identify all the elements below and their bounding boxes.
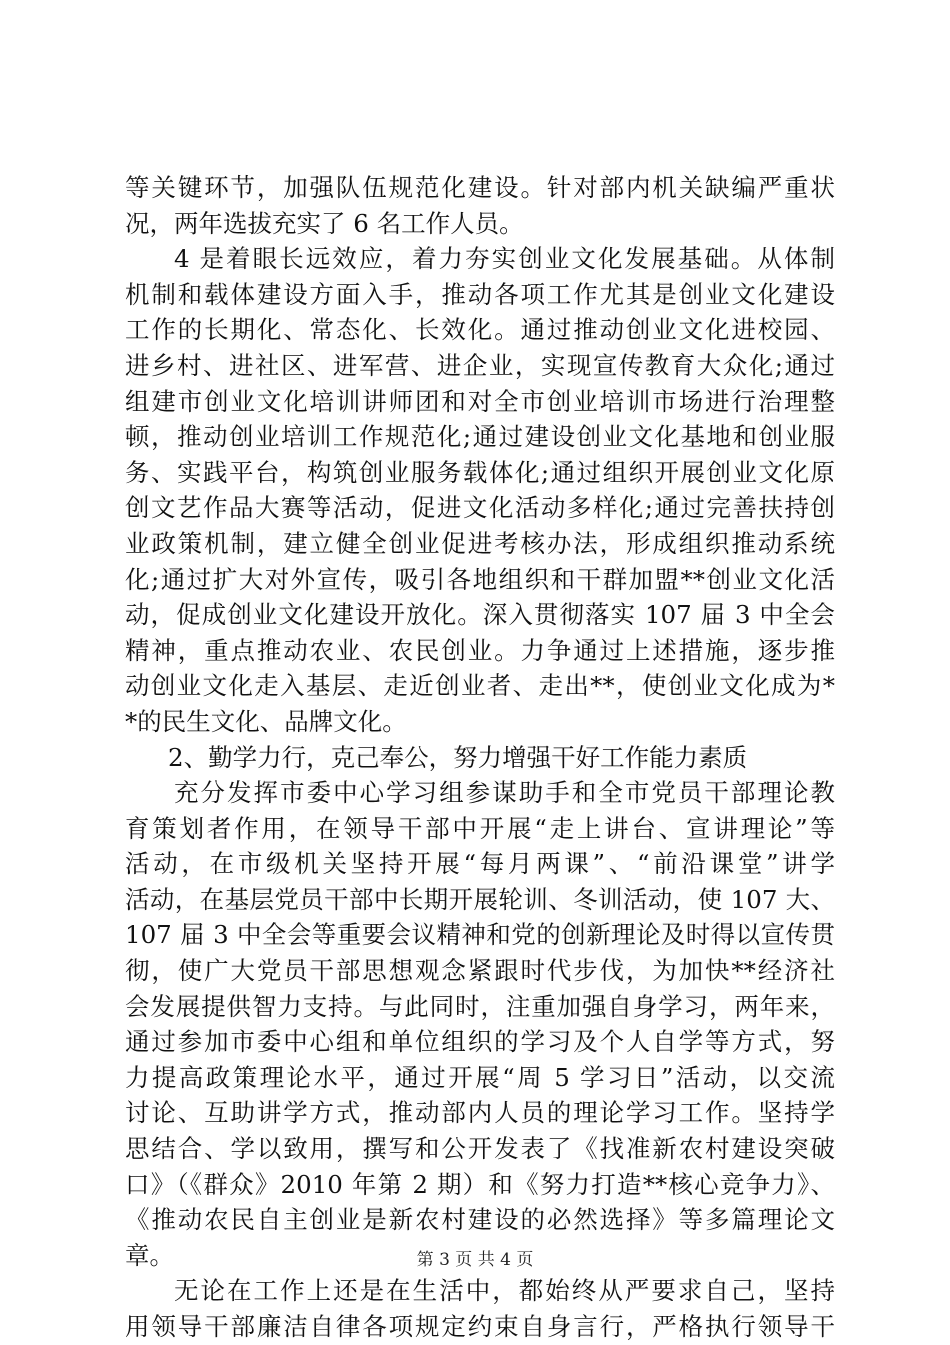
text-line: 精神，重点推动农业、农民创业。力争通过上述措施，逐步推 — [125, 635, 835, 665]
text-line: 组建市创业文化培训讲师团和对全市创业培训市场进行治理整 — [125, 386, 835, 416]
text-line: 化;通过扩大对外宣传，吸引各地组织和干群加盟**创业文化活 — [125, 564, 835, 594]
text-line: 务、实践平台，构筑创业服务载体化;通过组织开展创业文化原 — [125, 457, 835, 487]
text-line: 进乡村、进社区、进军营、进企业，实现宣传教育大众化;通过 — [125, 350, 835, 380]
text-line: 口》（《群众》2010 年第 2 期）和《努力打造**核心竞争力》、 — [125, 1169, 835, 1199]
text-line: 《推动农民自主创业是新农村建设的必然选择》等多篇理论文 — [125, 1205, 835, 1235]
text-line: 彻，使广大党员干部思想观念紧跟时代步伐，为加快**经济社 — [125, 956, 835, 986]
page-number: 第 3 页 共 4 页 — [416, 1250, 534, 1270]
text-line: 动创业文化走入基层、走近创业者、走出**，使创业文化成为* — [125, 671, 835, 701]
text-line: 活动，在基层党员干部中长期开展轮训、冬训活动，使 107 大、 — [125, 884, 835, 914]
text-line: *的民生文化、品牌文化。 — [125, 706, 407, 736]
text-line: 107 届 3 中全会等重要会议精神和党的创新理论及时得以宣传贯 — [125, 920, 835, 950]
text-line: 会发展提供智力支持。与此同时，注重加强自身学习，两年来， — [125, 991, 835, 1021]
text-line: 力提高政策理论水平，通过开展“周 5 学习日”活动，以交流 — [125, 1062, 835, 1092]
paragraph-start-line: 4 是着眼长远效应，着力夯实创业文化发展基础。从体制 — [174, 244, 835, 274]
text-line: 等关键环节，加强队伍规范化建设。针对部内机关缺编严重状 — [125, 173, 835, 202]
text-line: 工作的长期化、常态化、长效化。通过推动创业文化进校园、 — [125, 315, 835, 345]
text-line: 创文艺作品大赛等活动，促进文化活动多样化;通过完善扶持创 — [125, 493, 835, 523]
text-line: 业政策机制，建立健全创业促进考核办法，形成组织推动系统 — [125, 528, 835, 558]
text-line: 思结合、学以致用，撰写和公开发表了《找准新农村建设突破 — [125, 1134, 835, 1164]
text-line: 用领导干部廉洁自律各项规定约束自身言行，严格执行领导干 — [125, 1312, 835, 1341]
text-line: 况，两年选拔充实了 6 名工作人员。 — [125, 208, 524, 238]
document-body — [125, 170, 835, 1345]
text-line: 通过参加市委中心组和单位组织的学习及个人自学等方式，努 — [125, 1027, 835, 1057]
text-line: 活动，在市级机关坚持开展“每月两课”、“前沿课堂”讲学 — [125, 849, 835, 879]
text-line: 章。 — [125, 1240, 174, 1270]
text-line: 顿，推动创业培训工作规范化;通过建设创业文化基地和创业服 — [125, 422, 835, 452]
section-heading: 2、勤学力行，克己奉公，努力增强干好工作能力素质 — [168, 742, 748, 772]
text-line: 育策划者作用，在领导干部中开展“走上讲台、宣讲理论”等 — [125, 813, 835, 843]
text-line: 动，促成创业文化建设开放化。深入贯彻落实 107 届 3 中全会 — [125, 600, 835, 630]
paragraph-start-line: 充分发挥市委中心学习组参谋助手和全市党员干部理论教 — [174, 778, 835, 808]
text-line: 讨论、互助讲学方式，推动部内人员的理论学习工作。坚持学 — [125, 1098, 835, 1128]
paragraph-start-line: 无论在工作上还是在生活中，都始终从严要求自己，坚持 — [174, 1276, 835, 1306]
text-line: 机制和载体建设方面入手，推动各项工作尤其是创业文化建设 — [125, 279, 835, 309]
